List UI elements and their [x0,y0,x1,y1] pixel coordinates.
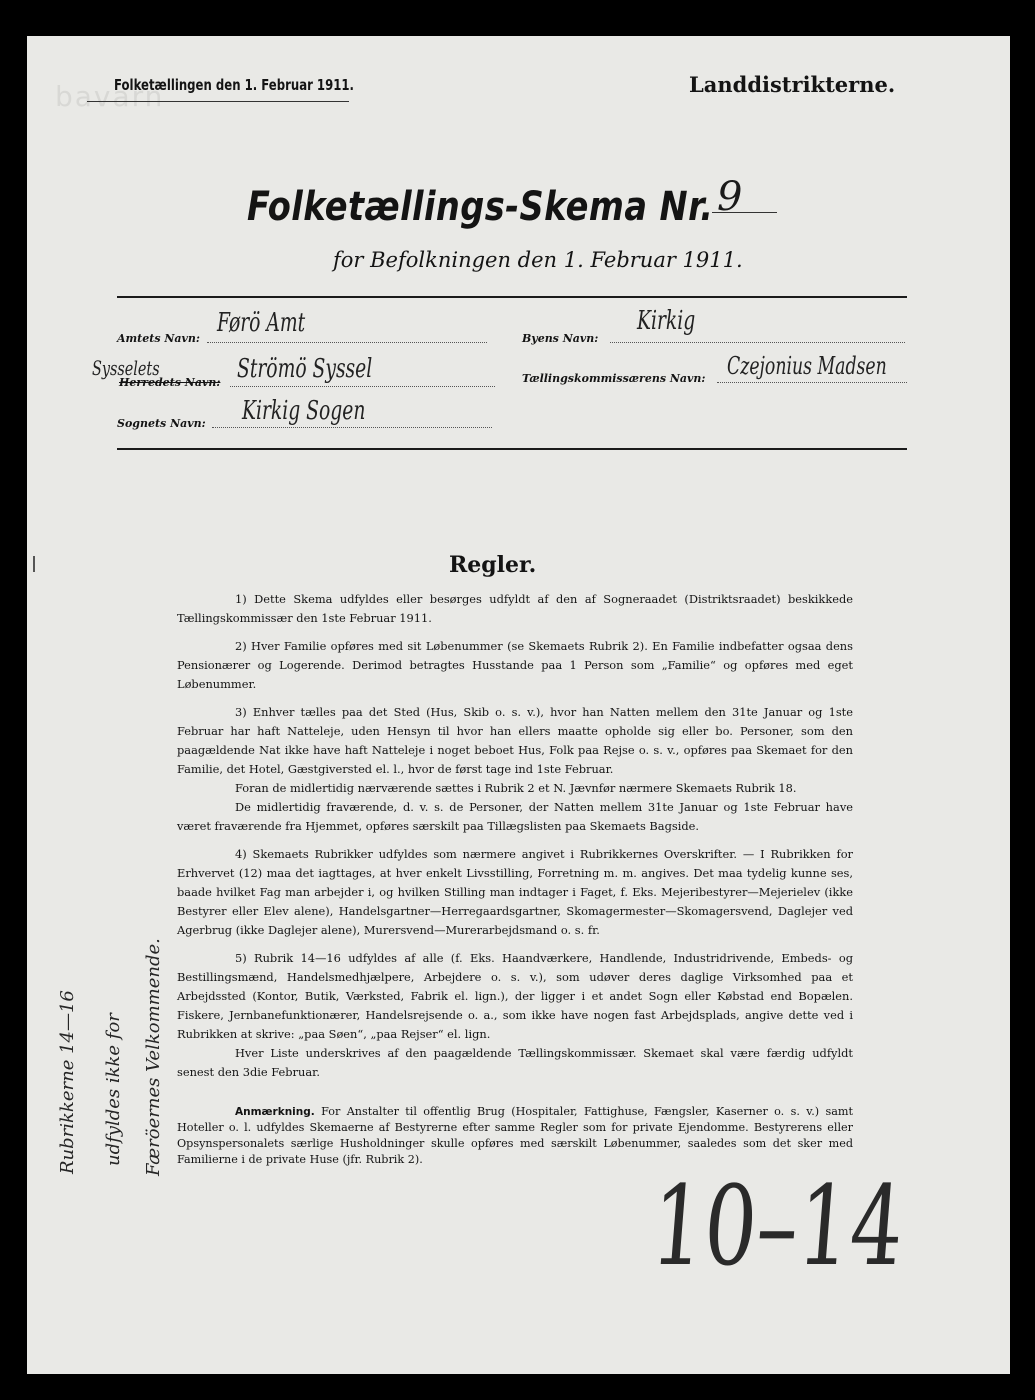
herred-label: Herredets Navn: [119,376,221,389]
margin-note-line-1: Rubrikkerne 14—16 [57,990,78,1174]
form-number-underline [712,212,777,213]
sogn-label: Sognets Navn: [117,417,206,430]
form-number: 9 [717,174,743,220]
faint-stamp: bavarn [55,80,165,113]
header-census-date: Folketællingen den 1. Februar 1911. [114,76,354,94]
note-paragraph [177,1104,853,1168]
rule-5-signature: Hver Liste underskrives af den paagældende Tællingskommissær. Skemaet skal være færdig udfyldt senest den 3die Februar. [177,1046,853,1079]
herred-line [230,386,495,387]
rule-2: 2) Hver Familie opføres med sit Løbenummer (se Skemaets Rubrik 2). En Familie indbefatter ogsaa dens Pensionærer og Logerende. Derimod betragtes Husstande paa 1 Person som „Familie“ og opføres med eget Løbenummer. [177,639,853,691]
sogn-value: Kirkig Sogen [242,396,366,426]
rule-4: 4) Skemaets Rubrikker udfyldes som nærmere angivet i Rubrikkernes Overskrifter. — I Rubrikken for Erhvervet (12) maa det iagttages, at hver enkelt Livsstilling, Forretning m. m. angives. Det maa tydelig kunne ses, baade hvilket Fag man arbejder i, og hvilken Stilling man indtager i Faget, f. Eks. Mejeribestyrer—Mejerielev (ikke Bestyrer eller Elev alene), Handelsgartner—Herregaardsgartner, Skomagermester—Skomagersvend, Daglejer ved Agerbrug (ikke Daglejer alene), Murersvend—Murerarbejdsmand o. s. fr. [177,847,853,937]
amt-value: Førö Amt [217,308,306,338]
herred-value: Strömö Syssel [237,354,373,384]
note-text: For Anstalter til offentlig Brug (Hospitaler, Fattighuse, Fængsler, Kaserner o. s. v.) samt Hoteller o. l. udfyldes Skemaerne af Bestyrerne efter samme Regler som for private Ejendomme. Bestyrerens eller Opsynspersonalets særlige Husholdninger skulle opføres med særskilt Løbenummer, saaledes som det sker med Familierne i de private Huse (jfr. Rubrik 2). [177,1105,854,1166]
form-title: Folketællings-Skema Nr. [247,184,714,230]
census-form-page [27,36,1010,1374]
rule-3-temporary-absent: De midlertidig fraværende, d. v. s. de Personer, der Natten mellem 31te Januar og 1ste Februar have været fraværende fra Hjemmet, opføres særskilt paa Tillægslisten paa Skemaets Bagside. [177,800,853,833]
form-subtitle: for Befolkningen den 1. Februar 1911. [333,248,743,272]
rule-3: 3) Enhver tælles paa det Sted (Hus, Skib o. s. v.), hvor han Natten mellem den 31te Januar og 1ste Februar har haft Natteleje, uden Hensyn til hvor han ellers maatte opholde sig eller bo. Personer, som den paagældende Nat ikke have haft Natteleje i noget beboet Hus, Folk paa Rejse o. s. v., opføres paa Skemaet for den Familie, det Hotel, Gæstgiversted el. l., hvor de først tage ind 1ste Februar. [177,705,853,776]
margin-note-line-2: udfyldes ikke for [103,1013,124,1166]
amt-label: Amtets Navn: [117,332,200,345]
handwritten-range: 10–14 [646,1162,909,1290]
top-divider [117,296,907,298]
rule-1: 1) Dette Skema udfyldes eller besørges udfyldt af den af Sogneraadet (Distriktsraadet) beskikkede Tællingskommissær den 1ste Februar 1911. [177,592,853,625]
sogn-line [212,427,492,428]
by-line [610,342,905,343]
kommissaer-label: Tællingskommissærens Navn: [522,372,706,385]
kommissaer-value: Czejonius Madsen [727,352,887,380]
rule-3-temporary-present: Foran de midlertidig nærværende sættes i Rubrik 2 et N. Jævnfør nærmere Skemaets Rubrik 18. [235,781,797,795]
edge-mark [33,556,35,572]
fields-divider [117,448,907,450]
margin-note-line-3: Færöernes Velkommende. [143,938,164,1176]
by-value: Kirkig [637,306,696,336]
kommissaer-line [717,382,907,383]
header-district-type: Landdistrikterne. [689,72,896,97]
amt-line [207,342,487,343]
rule-5: 5) Rubrik 14—16 udfyldes af alle (f. Eks. Haandværkere, Handlende, Industridrivende, Embeds- og Bestillingsmænd, Handelsmedhjælpere, Arbejdere o. s. v.), som udøver deres daglige Virksomhed paa et Arbejdssted (Kontor, Butik, Værksted, Fabrik el. lign.), der ligger i et andet Sogn eller Købstad end Bopælen. Fiskere, Jernbanefunktionærer, Handelsrejsende o. a., som ikke have nogen fast Arbejdsplads, angive dette ved i Rubrikken at skrive: „paa Søen“, „paa Rejser“ el. lign. [177,951,853,1041]
rules-body [177,590,853,1091]
by-label: Byens Navn: [522,332,599,345]
herred-prefix: Sysselets [92,356,160,380]
header-rule [87,101,349,102]
rules-heading: Regler. [449,552,537,578]
note-label: Anmærkning. [235,1106,315,1118]
